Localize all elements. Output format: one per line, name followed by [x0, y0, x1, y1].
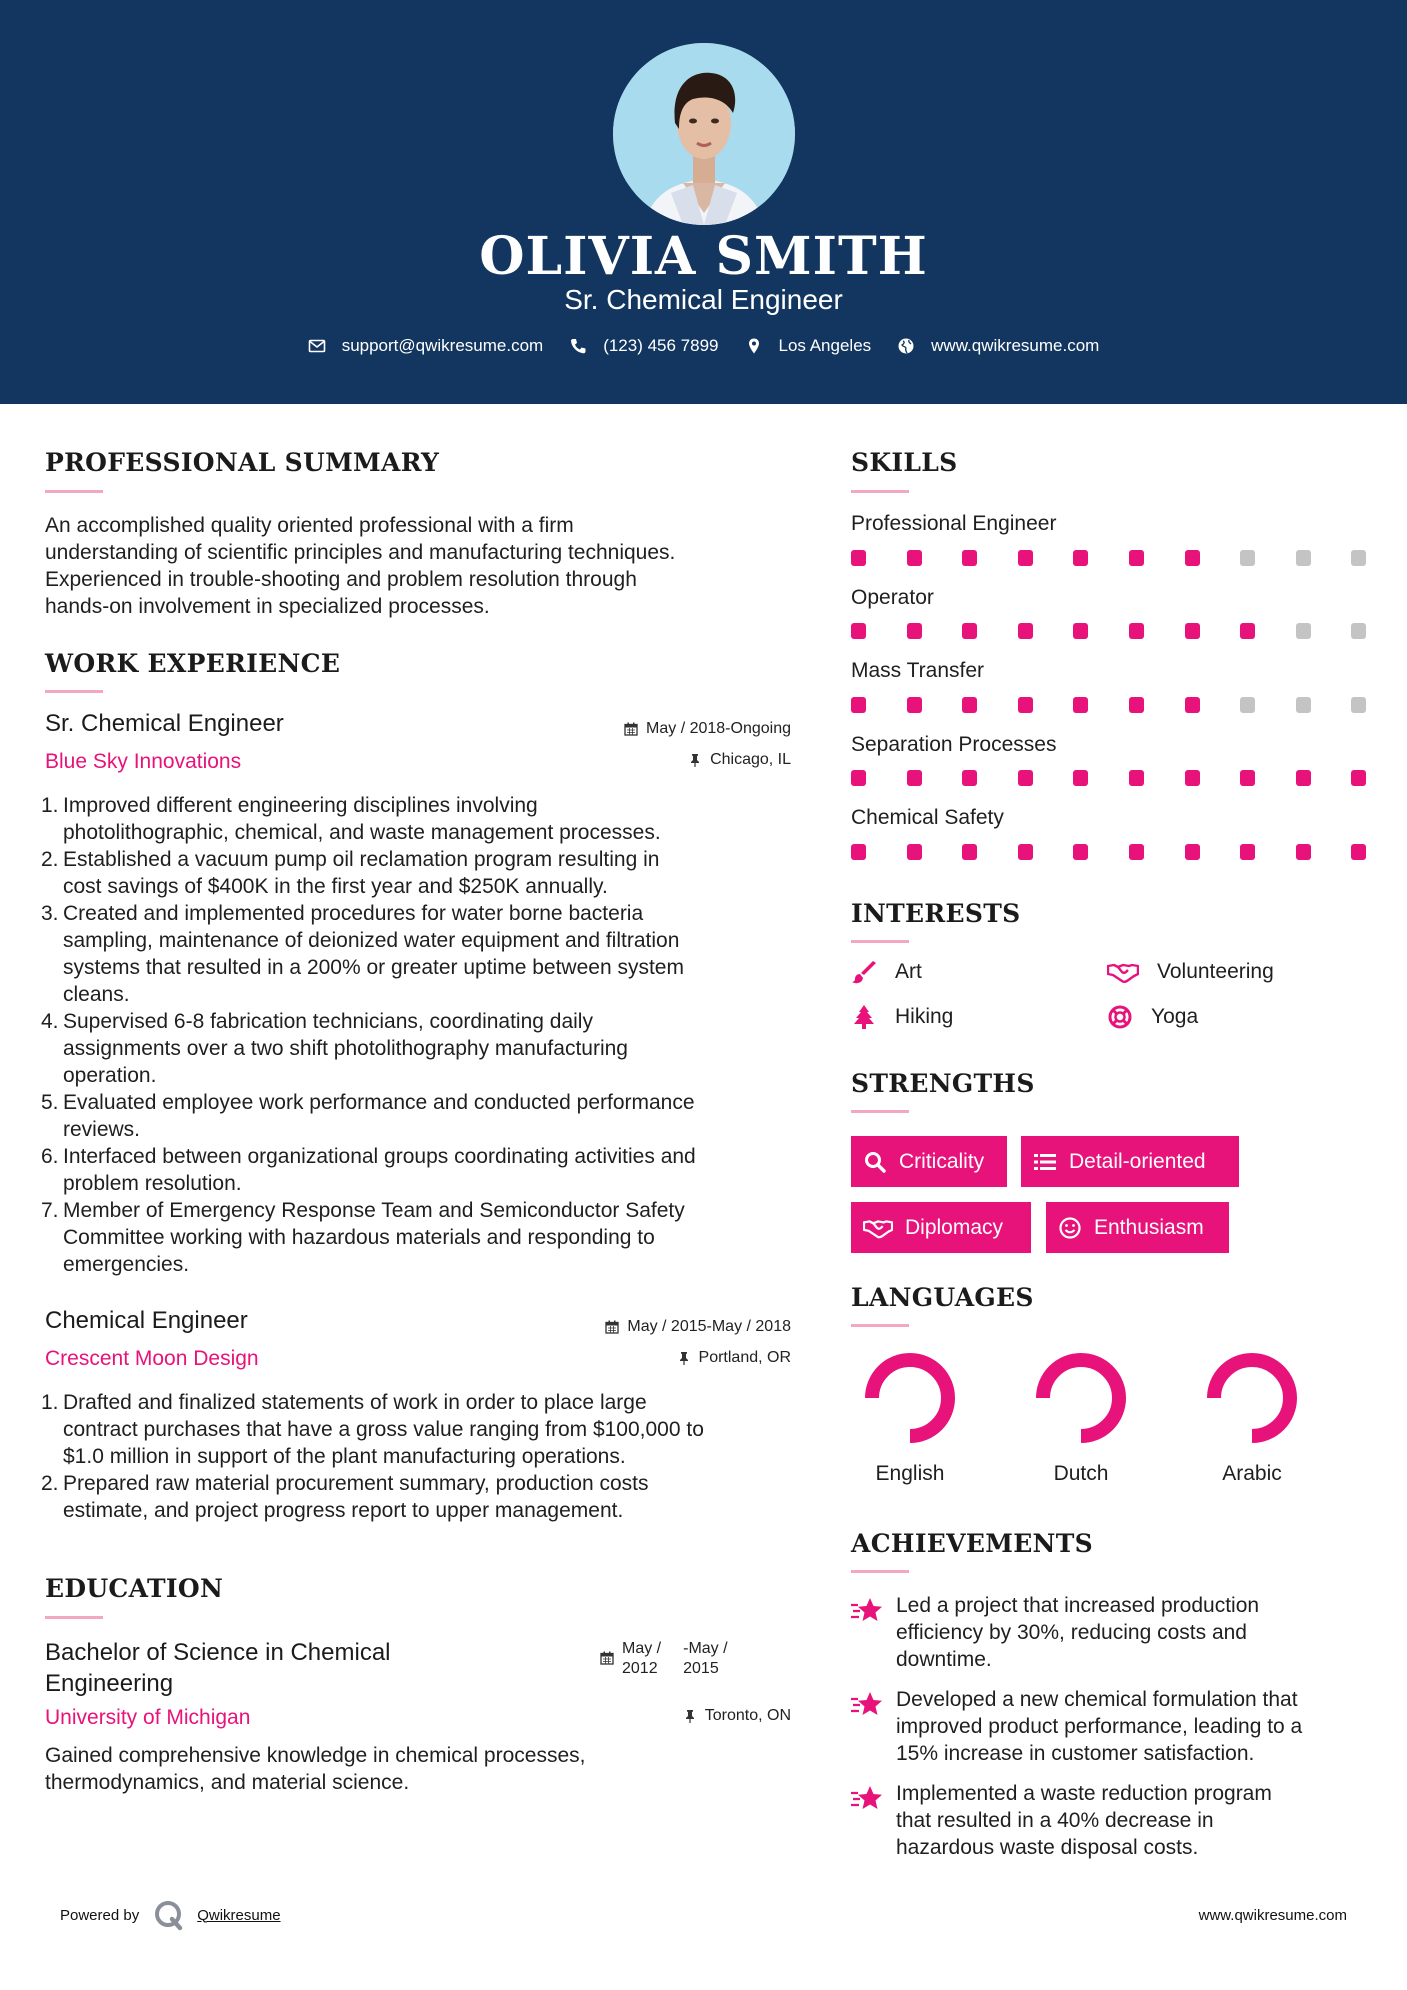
list-item: [41, 1389, 805, 1470]
list-item-line: Supervised 6-8 fabrication technicians, coordinating daily: [63, 1010, 593, 1033]
interest-label: Hiking: [895, 1005, 954, 1028]
calendar-icon: [605, 1320, 619, 1334]
contact-bar: [0, 336, 1407, 356]
job-bullets: [41, 792, 805, 1278]
list-item-line: Improved different engineering disciplines involving: [63, 794, 538, 817]
strength-label: Detail-oriented: [1069, 1149, 1206, 1173]
education-heading-underline: [45, 1616, 103, 1619]
list-item-line: Created and implemented procedures for water borne bacteria: [63, 902, 644, 925]
contact-phone-text: (123) 456 7899: [603, 336, 719, 355]
skill-rating: [851, 623, 1365, 639]
experience-heading-underline: [45, 690, 103, 693]
tree-icon: [851, 1005, 877, 1029]
skill-dot-filled: [962, 550, 977, 566]
skill-dot-filled: [1129, 697, 1144, 713]
language-item: [1016, 1348, 1146, 1486]
language-item: [845, 1348, 975, 1486]
skill-rating: [851, 550, 1365, 566]
summary-line: An accomplished quality oriented professional with a firm: [45, 514, 574, 537]
skill-dot-empty: [1240, 697, 1255, 713]
skill-dot-empty: [1351, 550, 1366, 566]
skill-dot-filled: [907, 844, 922, 860]
list-item-line: Member of Emergency Response Team and Semiconductor Safety: [63, 1199, 685, 1222]
handshake-icon: [1107, 960, 1139, 984]
skill-dot-empty: [1296, 697, 1311, 713]
education-line: Gained comprehensive knowledge in chemical processes,: [45, 1744, 586, 1767]
list-item-line: sampling, maintenance of deionized water equipment and filtration: [63, 929, 680, 952]
skill-dot-filled: [1073, 844, 1088, 860]
skill-dot-filled: [851, 697, 866, 713]
skill-dot-filled: [851, 844, 866, 860]
list-number: 2.: [41, 1472, 59, 1495]
education-description: [45, 1742, 805, 1796]
skill-dot-filled: [851, 623, 866, 639]
degree-line: Engineering: [45, 1670, 174, 1697]
list-item: [41, 1089, 805, 1143]
skill-dot-filled: [1018, 697, 1033, 713]
job-date: [500, 1318, 791, 1336]
job-location: [500, 751, 791, 769]
qwikresume-logo-icon: [153, 1899, 185, 1931]
list-item-line: systems that resulted in a 200% or greater uptime between system: [63, 956, 684, 979]
language-name: English: [875, 1462, 945, 1485]
list-item: [41, 1008, 805, 1089]
list-item-line: Established a vacuum pump oil reclamation program resulting in: [63, 848, 660, 871]
achievement-item: [850, 1780, 1370, 1861]
list-item-line: Evaluated employee work performance and conducted performance: [63, 1091, 695, 1114]
contact-location: [745, 336, 872, 356]
achievement-line: 15% increase in customer satisfaction.: [896, 1742, 1255, 1765]
education-date-start: [622, 1639, 661, 1679]
summary-line: understanding of scientific principles and manufacturing techniques.: [45, 541, 676, 564]
experience-heading: WORK EXPERIENCE: [45, 649, 341, 678]
skill-dot-filled: [1129, 770, 1144, 786]
summary-heading-underline: [45, 490, 103, 493]
education-date-end: [683, 1639, 727, 1679]
list-item: [41, 846, 805, 900]
list-item-line: cleans.: [63, 983, 130, 1006]
job-date-text: May / 2018-Ongoing: [646, 720, 791, 737]
paintbrush-icon: [851, 960, 877, 984]
job-company: Blue Sky Innovations: [45, 750, 242, 773]
achievement-line: Led a project that increased production: [896, 1594, 1260, 1617]
candidate-role: Sr. Chemical Engineer: [564, 284, 843, 315]
skill-name: Separation Processes: [851, 733, 1057, 756]
interest-label: Art: [895, 960, 922, 983]
list-number: 6.: [41, 1145, 59, 1168]
pushpin-icon: [677, 1351, 691, 1365]
education-date: [600, 1639, 728, 1679]
skill-dot-filled: [1185, 697, 1200, 713]
job-date: [500, 720, 791, 738]
interest-item: [851, 960, 922, 984]
interest-item: [1107, 960, 1274, 984]
interests-heading-underline: [851, 940, 909, 943]
skill-dot-filled: [1240, 844, 1255, 860]
interest-label: Volunteering: [1157, 960, 1274, 983]
list-number: 2.: [41, 848, 59, 871]
degree-line: Bachelor of Science in Chemical: [45, 1639, 391, 1666]
list-number: 7.: [41, 1199, 59, 1222]
strength-badge: [1046, 1202, 1229, 1253]
star-icon: [850, 1690, 884, 1720]
interest-item: [851, 1005, 953, 1029]
list-item: [41, 900, 805, 1008]
summary-text: [45, 512, 805, 620]
summary-line: Experienced in trouble-shooting and problem resolution through: [45, 568, 637, 591]
skill-dot-filled: [1351, 770, 1366, 786]
job-location-text: Portland, OR: [698, 1349, 791, 1366]
skill-dot-filled: [1240, 623, 1255, 639]
achievements-heading-underline: [851, 1570, 909, 1573]
skill-dot-filled: [1129, 550, 1144, 566]
skill-dot-filled: [1018, 623, 1033, 639]
list-item-line: Prepared raw material procurement summary, production costs: [63, 1472, 649, 1495]
strength-badge: [851, 1136, 1007, 1187]
strengths-heading-underline: [851, 1110, 909, 1113]
envelope-icon: [308, 337, 326, 355]
list-icon: [1033, 1150, 1057, 1174]
handshake-icon: [863, 1216, 893, 1240]
footer-powered-by: [60, 1899, 281, 1931]
achievement-item: [850, 1592, 1370, 1673]
skill-dot-filled: [1073, 550, 1088, 566]
achievement-line: improved product performance, leading to a: [896, 1715, 1303, 1738]
achievement-line: Developed a new chemical formulation that: [896, 1688, 1298, 1711]
skill-dot-filled: [1185, 844, 1200, 860]
list-item-line: Interfaced between organizational groups coordinating activities and: [63, 1145, 696, 1168]
star-icon: [850, 1784, 884, 1814]
achievement-text: [896, 1780, 1272, 1861]
skill-dot-filled: [962, 623, 977, 639]
list-item-line: photolithographic, chemical, and waste management processes.: [63, 821, 661, 844]
language-name: Dutch: [1053, 1462, 1109, 1485]
degree-title: [45, 1637, 391, 1699]
job-title: Sr. Chemical Engineer: [45, 710, 284, 737]
skill-name: Operator: [851, 586, 934, 609]
list-item-line: Drafted and finalized statements of work in order to place large: [63, 1391, 647, 1414]
education-heading: EDUCATION: [45, 1574, 224, 1603]
contact-website[interactable]: [897, 336, 1099, 356]
skill-dot-filled: [962, 770, 977, 786]
language-progress-ring: [1202, 1348, 1302, 1448]
list-item: [41, 792, 805, 846]
job-bullets: [41, 1389, 805, 1524]
achievement-line: Implemented a waste reduction program: [896, 1782, 1272, 1805]
skill-rating: [851, 844, 1365, 860]
list-number: 1.: [41, 794, 59, 817]
skill-dot-filled: [1185, 623, 1200, 639]
skills-heading: SKILLS: [851, 448, 958, 477]
contact-location-text: Los Angeles: [778, 336, 872, 355]
skill-rating: [851, 697, 1365, 713]
languages-heading: LANGUAGES: [851, 1283, 1034, 1312]
skill-name: Chemical Safety: [851, 806, 1004, 829]
skill-dot-filled: [1018, 550, 1033, 566]
achievement-text: [896, 1592, 1259, 1673]
summary-heading: PROFESSIONAL SUMMARY: [45, 448, 440, 477]
skill-dot-filled: [1018, 770, 1033, 786]
footer-brand-link[interactable]: Qwikresume: [197, 1906, 281, 1924]
achievement-line: downtime.: [896, 1648, 992, 1671]
pushpin-icon: [688, 753, 702, 767]
lifebuoy-icon: [1107, 1005, 1133, 1029]
list-item-line: Committee working with hazardous materials and responding to: [63, 1226, 655, 1249]
skill-dot-filled: [1018, 844, 1033, 860]
education-location-text: Toronto, ON: [704, 1707, 791, 1724]
phone-icon: [569, 337, 587, 355]
contact-email-text: support@qwikresume.com: [341, 336, 544, 355]
achievement-line: efficiency by 30%, reducing costs and: [896, 1621, 1247, 1644]
pushpin-icon: [683, 1709, 697, 1723]
skill-dot-filled: [1129, 844, 1144, 860]
language-progress-ring: [1031, 1348, 1131, 1448]
skill-dot-empty: [1351, 623, 1366, 639]
job-date-text: May / 2015-May / 2018: [627, 1318, 791, 1335]
list-item: [41, 1143, 805, 1197]
date-start-line: May /: [622, 1640, 662, 1657]
list-item-line: operation.: [63, 1064, 157, 1087]
list-number: 1.: [41, 1391, 59, 1414]
globe-icon: [897, 337, 915, 355]
skill-dot-filled: [1185, 770, 1200, 786]
skill-dot-filled: [1296, 770, 1311, 786]
list-number: 3.: [41, 902, 59, 925]
skill-dot-filled: [851, 770, 866, 786]
list-item-line: emergencies.: [63, 1253, 190, 1276]
star-icon: [850, 1596, 884, 1626]
skill-dot-filled: [962, 697, 977, 713]
school-name: University of Michigan: [45, 1706, 251, 1729]
language-name: Arabic: [1222, 1462, 1282, 1485]
skill-dot-filled: [1073, 623, 1088, 639]
achievement-line: hazardous waste disposal costs.: [896, 1836, 1199, 1859]
skill-dot-filled: [1129, 623, 1144, 639]
skill-dot-filled: [1240, 770, 1255, 786]
skill-dot-filled: [907, 550, 922, 566]
strengths-heading: STRENGTHS: [851, 1069, 1035, 1098]
calendar-icon: [624, 722, 638, 736]
strength-badge: [1021, 1136, 1239, 1187]
footer-site-link[interactable]: www.qwikresume.com: [1198, 1907, 1347, 1924]
skill-dot-filled: [962, 844, 977, 860]
list-item-line: estimate, and project progress report to upper management.: [63, 1499, 624, 1522]
powered-by-label: Powered by: [60, 1906, 140, 1924]
interest-label: Yoga: [1151, 1005, 1199, 1028]
interest-item: [1107, 1005, 1198, 1029]
skill-rating: [851, 770, 1365, 786]
list-item-line: contract purchases that have a gross value ranging from $100,000 to: [63, 1418, 704, 1441]
achievement-text: [896, 1686, 1302, 1767]
contact-phone[interactable]: [569, 336, 718, 356]
candidate-name: OLIVIA SMITH: [479, 226, 928, 287]
list-item-line: problem resolution.: [63, 1172, 242, 1195]
job-company: Crescent Moon Design: [45, 1347, 259, 1370]
contact-website-text: www.qwikresume.com: [931, 336, 1100, 355]
skill-dot-filled: [851, 550, 866, 566]
search-icon: [863, 1150, 887, 1174]
date-start-line: 2012: [622, 1660, 658, 1677]
skill-dot-filled: [907, 623, 922, 639]
skill-dot-filled: [907, 770, 922, 786]
resume-header: [0, 0, 1407, 404]
skill-dot-empty: [1240, 550, 1255, 566]
skill-dot-empty: [1351, 697, 1366, 713]
languages-heading-underline: [851, 1324, 909, 1327]
list-item: [41, 1197, 805, 1278]
skill-name: Mass Transfer: [851, 659, 985, 682]
skills-heading-underline: [851, 490, 909, 493]
skill-dot-filled: [1351, 844, 1366, 860]
job-title: Chemical Engineer: [45, 1307, 248, 1334]
date-end-line: 2015: [683, 1660, 719, 1677]
skill-dot-empty: [1296, 550, 1311, 566]
interests-heading: INTERESTS: [851, 899, 1021, 928]
strength-badge: [851, 1202, 1031, 1253]
map-pin-icon: [745, 337, 763, 355]
job-location-text: Chicago, IL: [710, 751, 791, 768]
achievement-line: that resulted in a 40% decrease in: [896, 1809, 1214, 1832]
education-line: thermodynamics, and material science.: [45, 1771, 410, 1794]
skill-dot-filled: [1296, 844, 1311, 860]
date-end-line: -May /: [683, 1640, 728, 1657]
skill-dot-filled: [1073, 697, 1088, 713]
job-location: [500, 1349, 791, 1367]
education-location: [500, 1707, 791, 1725]
skill-dot-filled: [907, 697, 922, 713]
achievements-heading: ACHIEVEMENTS: [851, 1529, 1093, 1558]
contact-email[interactable]: [308, 336, 544, 356]
strength-label: Enthusiasm: [1094, 1215, 1204, 1239]
list-item: [41, 1470, 805, 1524]
skill-dot-filled: [1185, 550, 1200, 566]
list-number: 5.: [41, 1091, 59, 1114]
skill-name: Professional Engineer: [851, 512, 1057, 535]
profile-photo: [613, 43, 795, 225]
summary-line: hands-on involvement in specialized processes.: [45, 595, 490, 618]
list-item-line: assignments over a two shift photolithography manufacturing: [63, 1037, 628, 1060]
list-item-line: $1.0 million in support of the plant manufacturing operations.: [63, 1445, 626, 1468]
strength-label: Criticality: [899, 1149, 985, 1173]
smile-icon: [1058, 1216, 1082, 1240]
list-number: 4.: [41, 1010, 59, 1033]
calendar-icon: [600, 1651, 614, 1665]
skill-dot-empty: [1296, 623, 1311, 639]
language-progress-ring: [860, 1348, 960, 1448]
skill-dot-filled: [1073, 770, 1088, 786]
list-item-line: cost savings of $400K in the first year and $250K annually.: [63, 875, 608, 898]
list-item-line: reviews.: [63, 1118, 141, 1141]
strength-label: Diplomacy: [905, 1215, 1004, 1239]
achievement-item: [850, 1686, 1370, 1767]
language-item: [1187, 1348, 1317, 1486]
